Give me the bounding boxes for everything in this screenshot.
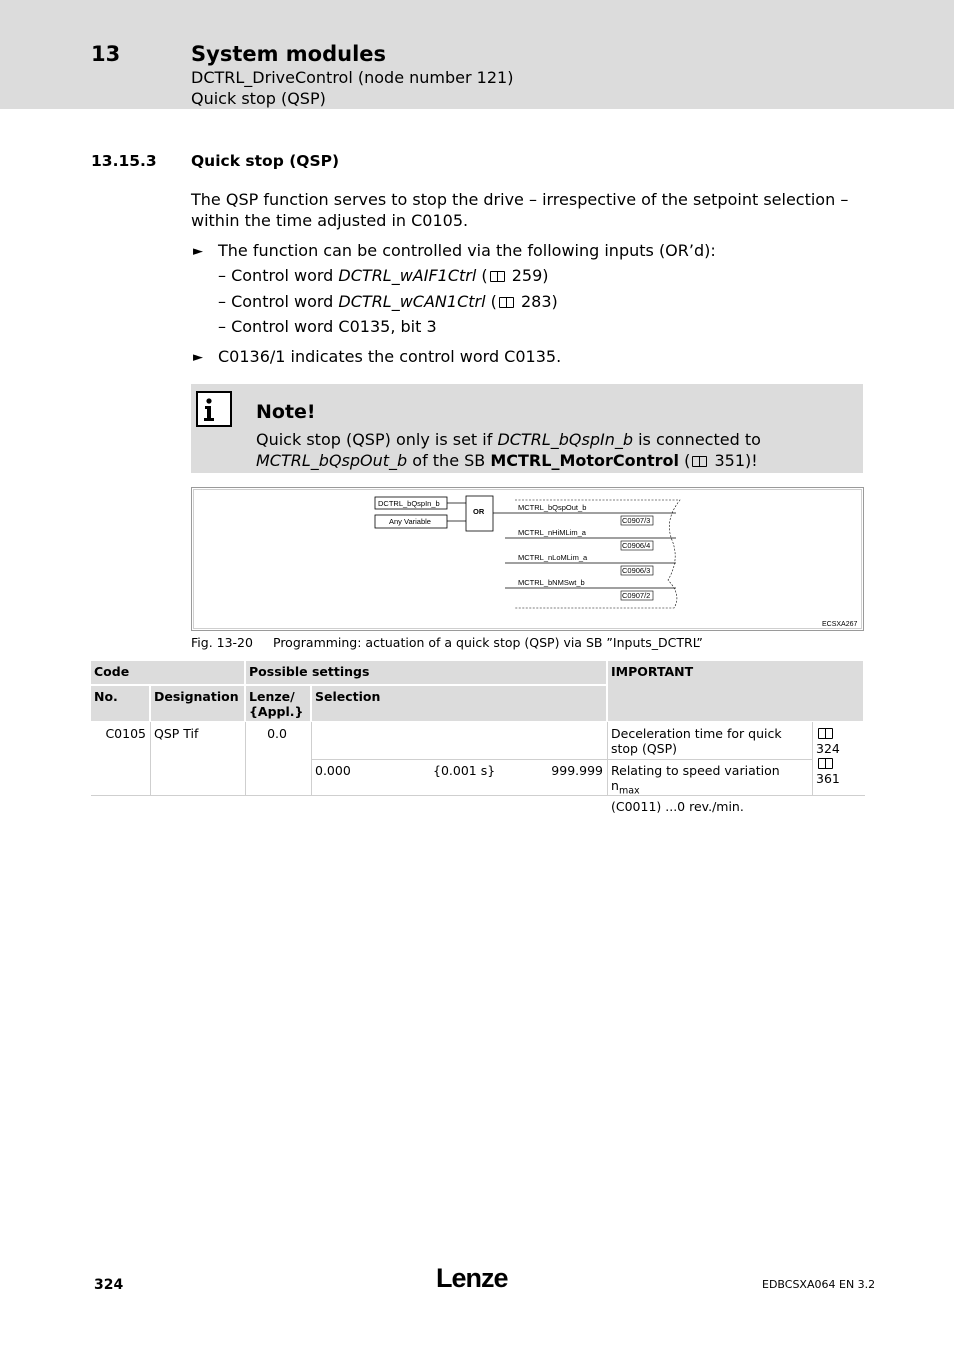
cell-sel-step: {0.001 s}	[433, 763, 496, 778]
chapter-title: System modules	[191, 42, 387, 66]
or-gate-label: OR	[473, 507, 485, 516]
header-subtitle-topic: Quick stop (QSP)	[191, 89, 326, 108]
code-label-c0907-2: C0907/2	[622, 591, 651, 600]
output-label-bnmswt: MCTRL_bNMSwt_b	[518, 578, 585, 587]
cell-code-no: C0105	[105, 726, 146, 741]
book-icon	[818, 728, 833, 739]
th-important: IMPORTANT	[608, 661, 863, 721]
dash-item-can: – Control word DCTRL_wCAN1Ctrl ( 283)	[218, 292, 558, 311]
figure-caption-number: Fig. 13-20	[191, 635, 253, 650]
output-label-qspout: MCTRL_bQspOut_b	[518, 503, 587, 512]
bullet-c0136: C0136/1 indicates the control word C0135.	[218, 347, 562, 366]
note-line-1: Quick stop (QSP) only is set if DCTRL_bQspIn_b is connected to	[256, 430, 761, 449]
input-label-any: Any Variable	[389, 517, 431, 526]
cell-refs	[813, 723, 863, 789]
cell-important-2: Relating to speed variation $n_{max}$ (C0011) ...0 rev./min.	[611, 763, 780, 814]
ref-link-259[interactable]: 259)	[511, 266, 549, 285]
th-possible-settings: Possible settings	[246, 661, 606, 684]
cell-important-1: Deceleration time for quick stop (QSP)	[611, 726, 782, 756]
bullet-arrow-icon: ►	[193, 350, 203, 365]
header-subtitle-module: DCTRL_DriveControl (node number 121)	[191, 68, 514, 87]
ref-link-283[interactable]: 283)	[520, 292, 558, 311]
bullet-arrow-icon: ►	[193, 244, 203, 259]
chapter-number: 13	[91, 42, 121, 66]
output-label-nhimlim: MCTRL_nHiMLim_a	[518, 528, 586, 537]
dash-item-c0135: – Control word C0135, bit 3	[218, 317, 437, 336]
dash-item-aif: – Control word DCTRL_wAIF1Ctrl ( 259)	[218, 266, 549, 285]
intro-paragraph: The QSP function serves to stop the drive – irrespective of the setpoint selection – within the time adjusted in C0105.	[191, 190, 849, 230]
cell-sel-min: 0.000	[315, 763, 351, 778]
code-label-c0906-4: C0906/4	[622, 541, 651, 550]
section-number: 13.15.3	[91, 152, 157, 170]
th-code: Code	[91, 661, 244, 684]
book-icon	[818, 758, 833, 769]
code-label-c0906-3: C0906/3	[622, 566, 651, 575]
page-number: 324	[94, 1277, 124, 1293]
figure-id: ECSXA267	[822, 621, 858, 628]
ref-link-351[interactable]: 351)!	[714, 451, 758, 470]
cell-designation: QSP Tif	[154, 726, 199, 741]
cell-lenze-default: 0.0	[267, 726, 287, 741]
ref-link-361[interactable]: 361	[816, 771, 840, 786]
th-lenze-appl: Lenze/ {Appl.}	[246, 686, 310, 721]
figure-caption-text: Programming: actuation of a quick stop (QSP) via SB ”Inputs_DCTRL”	[273, 635, 703, 650]
ref-link-324[interactable]: 324	[816, 741, 840, 756]
th-selection: Selection	[312, 686, 606, 721]
th-no: No.	[91, 686, 149, 721]
th-designation: Designation	[151, 686, 244, 721]
document-id: EDBCSXA064 EN 3.2	[762, 1278, 876, 1291]
lenze-logo: Lenze	[436, 1263, 508, 1293]
code-label-c0907-3: C0907/3	[622, 516, 651, 525]
note-title: Note!	[256, 401, 316, 423]
input-label-qspin: DCTRL_bQspIn_b	[378, 499, 440, 508]
section-title: Quick stop (QSP)	[191, 152, 340, 170]
output-label-nlomlim: MCTRL_nLoMLim_a	[518, 553, 588, 562]
cell-sel-max: 999.999	[551, 763, 603, 778]
note-line-2: MCTRL_bQspOut_b of the SB MCTRL_MotorControl ( 351)!	[256, 451, 758, 470]
bullet-inputs: The function can be controlled via the following inputs (OR’d):	[218, 241, 716, 260]
